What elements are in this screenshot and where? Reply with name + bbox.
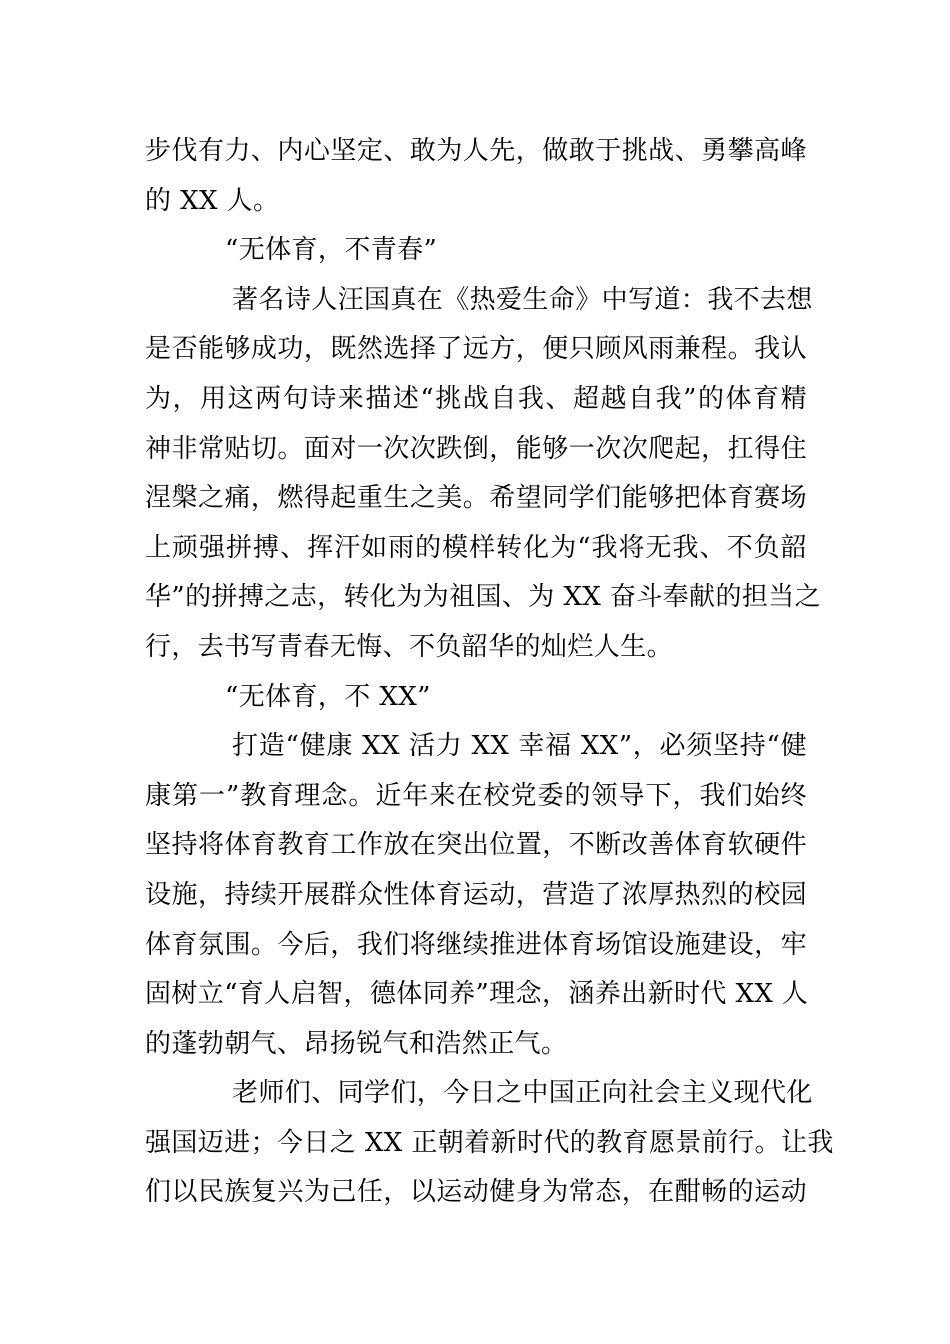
section-heading-1: “无体育，不青春” [225, 235, 438, 266]
paragraph-line: 体育氛围。今后，我们将继续推进体育场馆设施建设，牢 [145, 929, 807, 960]
paragraph-line: 是否能够成功，既然选择了远方，便只顾风雨兼程。我认 [145, 334, 807, 365]
paragraph-line: 设施，持续开展群众性体育运动，营造了浓厚热烈的校园 [145, 879, 807, 910]
paragraph-line: 步伐有力、内心坚定、敢为人先，做敢于挑战、勇攀高峰 [145, 136, 807, 166]
paragraph-line: 涅槃之痛，燃得起重生之美。希望同学们能够把体育赛场 [145, 483, 807, 514]
paragraph-line: 神非常贴切。面对一次次跌倒，能够一次次爬起，扛得住 [145, 433, 807, 464]
paragraph-line: 康第一”教育理念。近年来在校党委的领导下，我们始终 [145, 780, 807, 811]
paragraph-line: 固树立“育人启智，德体同养”理念，涵养出新时代 XX 人 [145, 979, 809, 1010]
paragraph-line: 的 XX 人。 [145, 185, 280, 216]
paragraph-line: 强国迈进；今日之 XX 正朝着新时代的教育愿景前行。让我 [145, 1127, 834, 1158]
paragraph-line: 们以民族复兴为己任，以运动健身为常态，在酣畅的运动 [145, 1177, 807, 1208]
paragraph-2 [145, 276, 822, 673]
paragraph-line: 华”的拼搏之志，转化为为祖国、为 XX 奋斗奉献的担当之 [145, 582, 822, 613]
document-body [145, 127, 834, 1218]
paragraph-4 [145, 1069, 834, 1218]
paragraph-1 [145, 127, 807, 226]
paragraph-line: 的蓬勃朝气、昂扬锐气和浩然正气。 [145, 1028, 568, 1059]
paragraph-3 [145, 722, 807, 1069]
section-heading-2: “无体育，不 XX” [225, 681, 431, 712]
paragraph-line: 打造“健康 XX 活力 XX 幸福 XX”，必须坚持“健 [232, 731, 807, 762]
paragraph-line: 为，用这两句诗来描述“挑战自我、超越自我”的体育精 [145, 383, 807, 414]
paragraph-line: 著名诗人汪国真在《热爱生命》中写道：我不去想 [232, 284, 813, 315]
paragraph-line: 行，去书写青春无悔、不负韶华的灿烂人生。 [145, 631, 674, 662]
paragraph-line: 坚持将体育教育工作放在突出位置，不断改善体育软硬件 [145, 830, 807, 861]
paragraph-line: 上顽强拼搏、挥汗如雨的模样转化为“我将无我、不负韶 [145, 532, 807, 563]
paragraph-line: 老师们、同学们，今日之中国正向社会主义现代化 [232, 1078, 813, 1109]
